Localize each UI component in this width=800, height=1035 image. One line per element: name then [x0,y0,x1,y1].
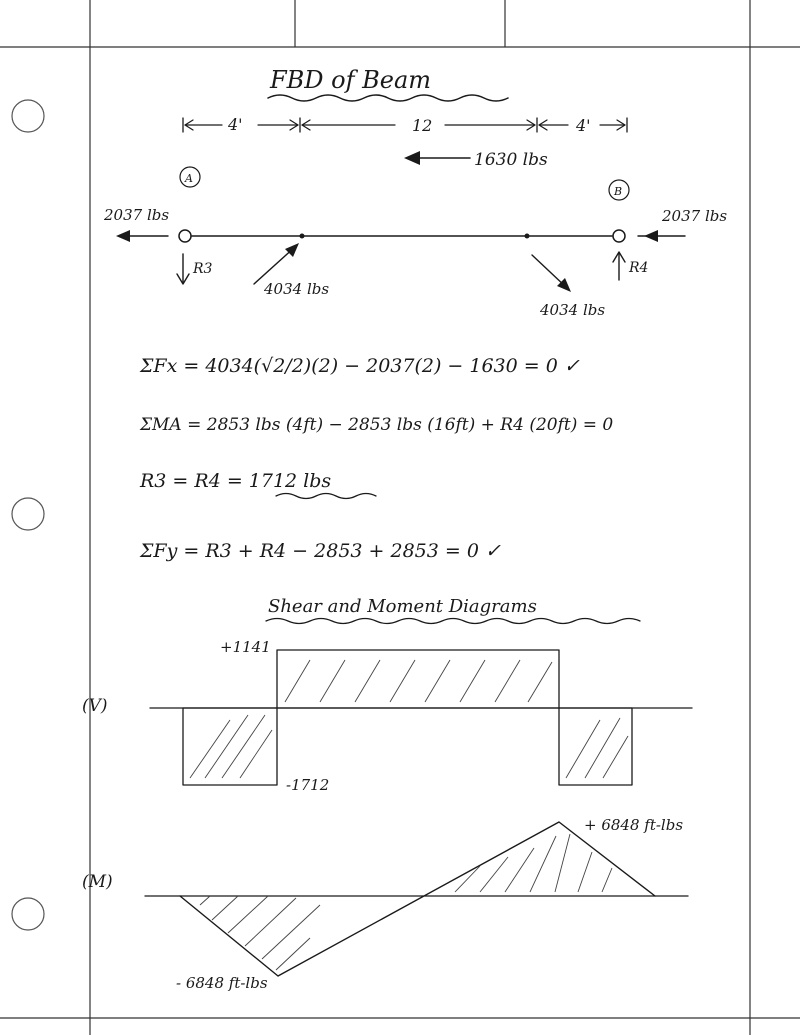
shear-min-label: -1712 [286,776,330,794]
shear-diagram [150,650,692,785]
binder-holes [12,100,44,930]
binder-hole-icon [12,100,44,132]
dimension-middle: 12 [412,116,433,135]
diagrams-heading-underline [266,619,640,624]
end-load-left-arrow-icon [116,230,168,242]
moment-axis-label: (M) [82,872,113,892]
moment-min-label: - 6848 ft-lbs [176,974,268,992]
equation-result: R3 = R4 = 1712 lbs [140,470,332,492]
moment-curve [180,822,655,976]
point-load-right-label: 4034 lbs [540,301,606,319]
result-underline [276,494,376,499]
support-a-label: A [185,172,193,185]
reaction-right-arrow-icon [613,252,625,280]
axial-load-arrow-icon [404,151,470,165]
shear-negative-left-block [183,708,277,785]
end-load-right-arrow-icon [638,230,685,242]
moment-max-label: + 6848 ft-lbs [584,816,684,834]
reaction-left-arrow-icon [177,254,189,284]
beam [179,230,625,242]
shear-max-label: +1141 [220,638,271,656]
binder-hole-icon [12,898,44,930]
end-load-right-label: 2037 lbs [662,207,728,225]
point-load-right-arrow-icon [532,255,571,292]
end-load-left-label: 2037 lbs [104,206,170,224]
reaction-left-label: R3 [193,261,213,277]
support-b-label: B [614,185,623,198]
equation-sum-ma: ΣMA = 2853 lbs (4ft) − 2853 lbs (16ft) + R4 (20ft) = 0 [140,415,614,435]
page-title: FBD of Beam [270,66,432,94]
shear-axis-label: (V) [82,696,108,716]
equation-sum-fy: ΣFy = R3 + R4 − 2853 + 2853 = 0 ✓ [140,540,501,562]
moment-diagram [145,822,688,976]
dimension-right: 4' [576,116,591,135]
dimension-left: 4' [228,115,243,134]
title-underline [268,95,508,101]
shear-negative-right-block [559,708,632,785]
point-load-left-arrow-icon [254,243,299,284]
equation-sum-fx: ΣFx = 4034(√2/2)(2) − 2037(2) − 1630 = 0 ✓ [140,355,580,377]
axial-load-label: 1630 lbs [474,150,548,170]
shear-positive-middle-block [277,650,559,708]
diagrams-heading: Shear and Moment Diagrams [268,596,537,617]
point-load-left-label: 4034 lbs [264,280,330,298]
dimension-line [183,118,627,132]
reaction-right-label: R4 [629,260,649,276]
binder-hole-icon [12,498,44,530]
